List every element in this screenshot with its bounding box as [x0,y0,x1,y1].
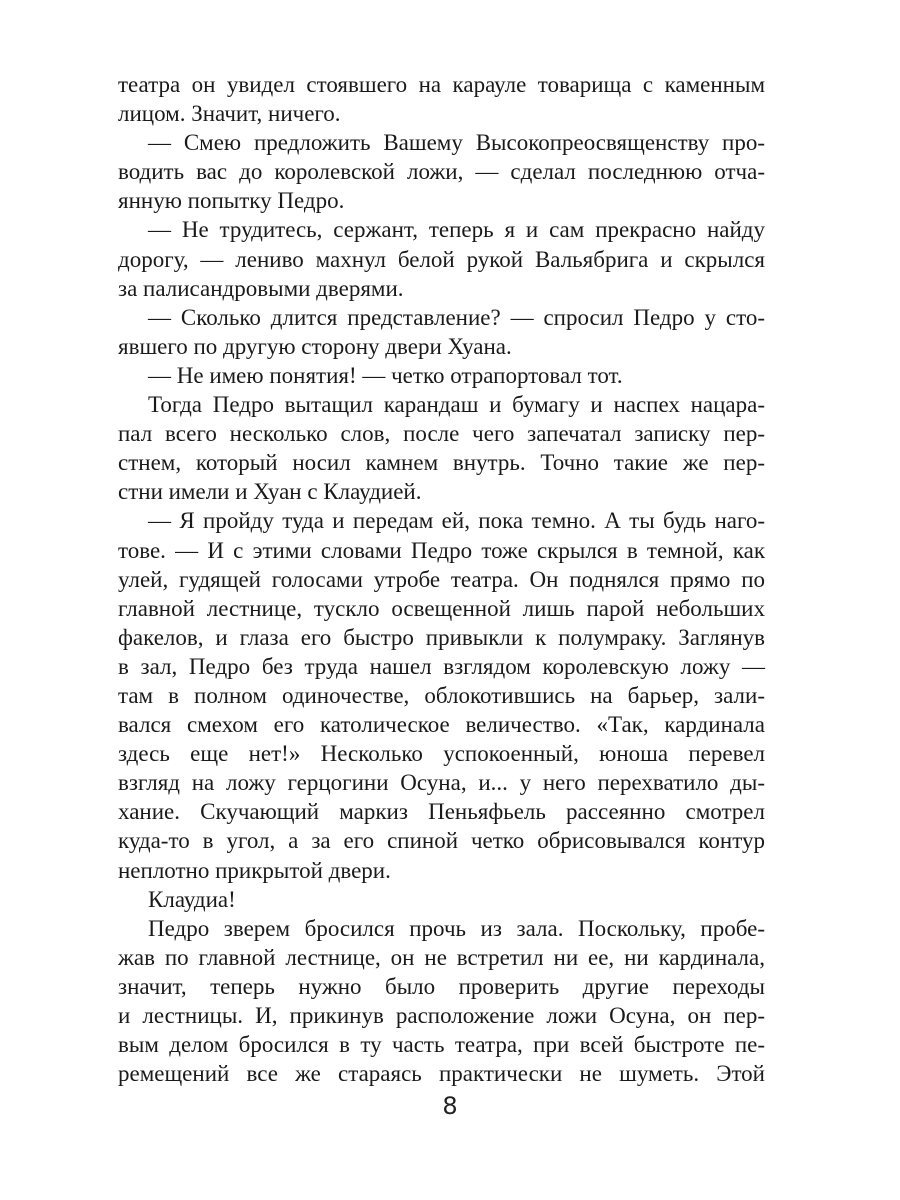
text-line: за палисандровыми дверями. [118,275,404,301]
text-line: взгляд на ложу герцогини Осуна, и... у него перехватило ды- [118,770,765,796]
text-line: там в полном одиночестве, облокотившись на барьер, зали- [118,682,765,708]
text-line: вым делом бросился в ту часть театра, при всей быстроте пе- [118,1032,765,1058]
page-body-text [118,70,765,1088]
text-line: дорогу, — лениво махнул белой рукой Вальябрига и скрылся [118,246,765,272]
text-line: пал всего несколько слов, после чего запечатал записку пер- [118,421,765,447]
text-line: — Смею предложить Вашему Высокопреосвященству про- [148,130,765,156]
text-line: факелов, и глаза его быстро привыкли к полумраку. Заглянув [118,624,765,650]
text-line: улей, гудящей голосами утробе театра. Он поднялся прямо по [118,566,765,592]
text-line: — Не трудитесь, сержант, теперь я и сам прекрасно найду [148,217,765,243]
text-line: тове. — И с этими словами Педро тоже скрылся в темной, как [118,537,765,563]
text-line: значит, теперь нужно было проверить другие переходы [118,973,765,999]
text-line: стнем, который носил камнем внутрь. Точно такие же пер- [118,450,765,476]
text-line: явшего по другую сторону двери Хуана. [118,333,512,359]
text-line: — Не имею понятия! — четко отрапортовал тот. [148,362,623,388]
text-line: Клаудиа! [148,886,236,912]
text-line: вался смехом его католическое величество. «Так, кардинала [118,712,765,738]
text-line: водить вас до королевской ложи, — сделал последнюю отча- [118,159,765,185]
text-line: хание. Скучающий маркиз Пеньяфьель рассеянно смотрел [118,799,765,825]
text-line: лицом. Значит, ничего. [118,101,341,127]
text-line: ремещений все же стараясь практически не шуметь. Этой [118,1061,765,1087]
text-line: куда-то в угол, а за его спиной четко обрисовывался контур [118,828,765,854]
text-line: здесь еще нет!» Несколько успокоенный, юноша перевел [118,741,765,767]
page-number: 8 [442,1092,458,1120]
text-line: и лестницы. И, прикинув расположение ложи Осуна, он пер- [118,1003,765,1028]
text-line: стни имели и Хуан с Клаудией. [118,479,422,505]
text-line: янную попытку Педро. [118,188,345,214]
text-line: главной лестнице, тускло освещенной лишь парой небольших [118,595,765,621]
text-line: театра он увидел стоявшего на карауле товарища с каменным [118,72,765,97]
text-line: неплотно прикрытой двери. [118,857,391,883]
text-line: жав по главной лестнице, он не встретил ни ее, ни кардинала, [118,944,765,970]
text-line: — Я пройду туда и передам ей, пока темно. А ты будь наго- [148,508,765,534]
text-line: Педро зверем бросился прочь из зала. Поскольку, пробе- [148,915,765,941]
text-line: — Сколько длится представление? — спросил Педро у сто- [148,304,765,330]
text-line: в зал, Педро без труда нашел взглядом королевскую ложу — [118,653,765,679]
text-line: Тогда Педро вытащил карандаш и бумагу и наспех нацара- [148,392,765,418]
